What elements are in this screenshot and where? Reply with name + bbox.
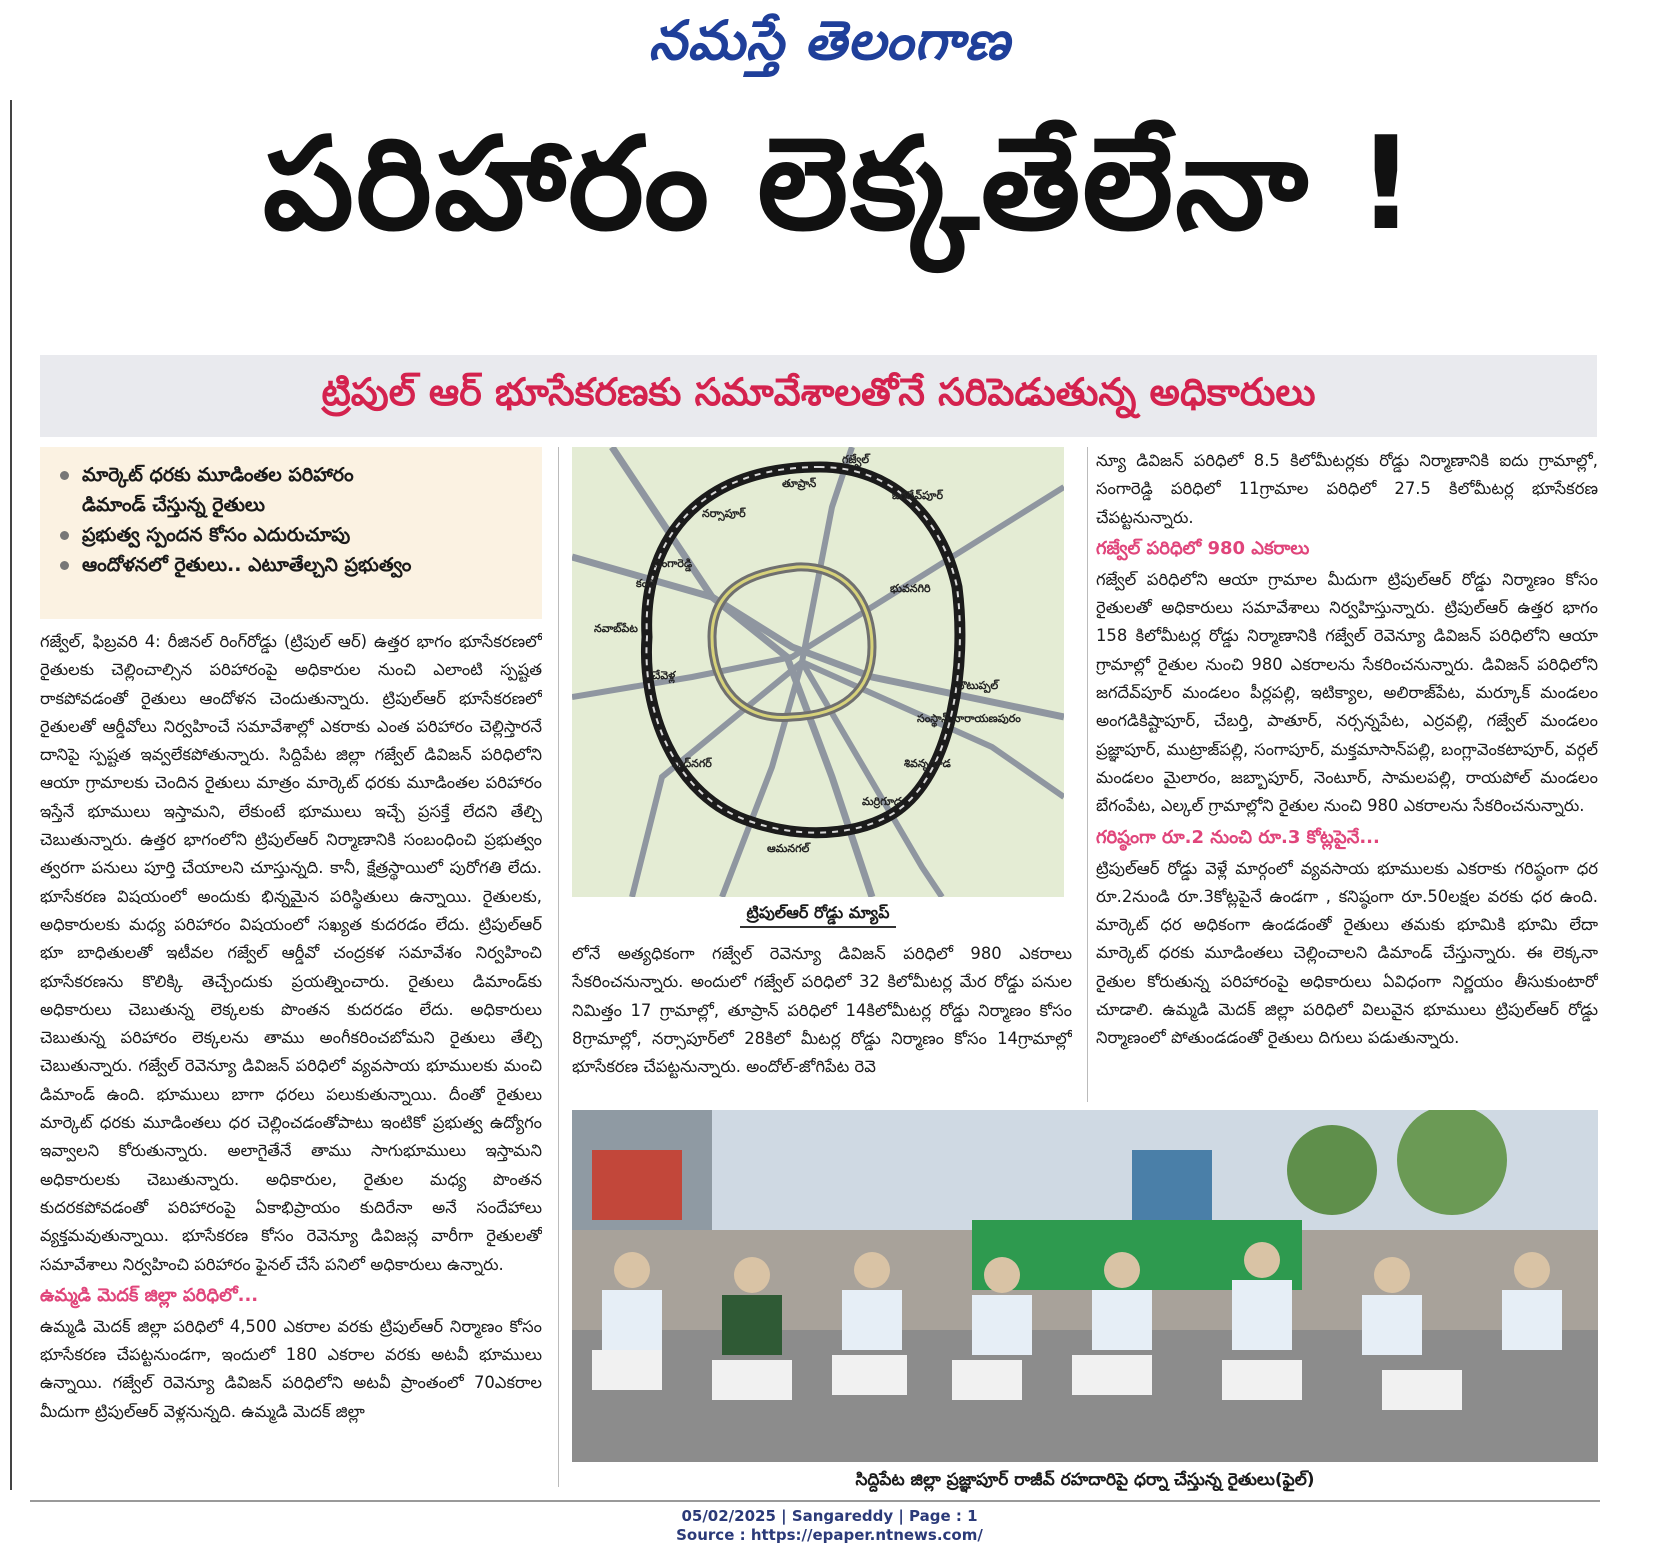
footer-date-edition: 05/02/2025 | Sangareddy | Page : 1 [681,1507,978,1525]
article-column-3 [1096,447,1598,1102]
headline: పరిహారం లెక్కతేలేనా ! [262,110,1418,259]
subheadline: ట్రిపుల్ ఆర్ భూసేకరణకు సమావేశాలతోనే సరిపెడుతున్న అధికారులు [321,370,1316,414]
map-label: చౌటుప్పల్ [956,679,999,692]
highlight-item: మార్కెట్ ధరకు మూడింతల పరిహారం [56,461,526,489]
map-label: తూప్రాన్ [782,477,817,490]
map-label: గజ్వేల్ [842,453,870,466]
article-paragraph: ట్రిపుల్‌ఆర్ రోడ్డు వెళ్లే మార్గంలో వ్యవసాయ భూములకు ఎకరాకు గరిష్ఠంగా ధర రూ.2నుండి రూ.3కోట్లపైనే ఉండగా , కనిష్ఠంగా రూ.50లక్షల వరకు ధర ఉంది. మార్కెట్ ధర అధికంగా ఉండడంతో రైతులు తమకు భూమికి భూమి లేదా మార్కెట్ ధరకు మూడింతలు చెల్లించాలని డిమాండ్ చేస్తున్నారు. ఈ లెక్కనా రైతుల కోరుతున్న పరిహారంపై అధికారులు ఏవిధంగా నిర్ణయం తీసుకుంటారో చూడాలి. ఉమ్మడి మెదక్ జిల్లా పరిధిలో విలువైన భూములు ట్రిపుల్‌ఆర్ రోడ్డు నిర్మాణంలో పోతుండడంతో రైతులు దిగులు పడుతున్నారు. [1096,858,1598,1048]
article-column-1 [40,628,542,1478]
column-divider [558,447,559,1487]
map-label: చేవెళ్ల [652,669,676,682]
map-label: భువనగిరి [890,582,931,595]
footer-source: Source : https://epaper.ntnews.com/ [676,1526,983,1544]
protest-photo-illustration [572,1110,1598,1462]
section-subhead: గరిష్ఠంగా రూ.2 నుంచి రూ.3 కోట్లపైనే... [1096,826,1380,848]
highlight-item-continuation: డిమాండ్ చేస్తున్న రైతులు [82,494,265,516]
article-paragraph: లోనే అత్యధికంగా గజ్వేల్ రెవెన్యూ డివిజన్ పరిధిలో 980 ఎకరాలు సేకరించనున్నారు. అందులో గజ్వేల్ పరిధిలో 32 కిలోమీటర్ల మేర రోడ్డు పనుల నిమిత్తం 17 గ్రామాల్లో, తూప్రాన్ పరిధిలో 14కిలోమీటర్ల రోడ్డు నిర్మాణం కోసం 8గ్రామాల్లో, నర్సాపూర్‌లో 28కిలో మీటర్ల రోడ్డు నిర్మాణం కోసం 14గ్రామాల్లో భూసేకరణ చేపట్టనున్నారు. అందోల్-జోగిపేట రెవె [572,944,1072,1077]
section-subhead: ఉమ్మడి మెదక్ జిల్లా పరిధిలో... [40,1284,259,1306]
bullet-icon [60,531,69,540]
map-graphic [572,447,1064,897]
map-label: నర్సాపూర్ [702,507,746,520]
map-label: సంగారెడ్డి [654,557,693,570]
protest-photo [572,1110,1598,1462]
rrr-road-map [572,447,1064,897]
photo-caption: సిద్దిపేట జిల్లా ప్రజ్ఞాపూర్ రాజీవ్ రహదారిపై ధర్నా చేస్తున్న రైతులు(ఫైల్) [855,1470,1315,1490]
map-label: కంది [636,577,656,590]
map-label: శివన్నగూడ [904,757,951,770]
bullet-icon [60,471,69,480]
masthead-logo: నమస్తే తెలంగాణ [648,8,1011,72]
highlight-item: ప్రభుత్వ స్పందన కోసం ఎదురుచూపు [56,521,526,549]
column-divider [1087,447,1088,1102]
highlight-item: ఆందోళనలో రైతులు.. ఎటూతేల్చని ప్రభుత్వం [56,551,526,579]
section-subhead: గజ్వేల్ పరిధిలో 980 ఎకరాలు [1096,537,1310,559]
left-margin-rule [10,100,12,1490]
article-paragraph: గజ్వేల్, ఫిబ్రవరి 4: రీజినల్ రింగ్‌రోడ్డు (ట్రిపుల్ ఆర్) ఉత్తర భాగం భూసేకరణలో రైతులకు చెల్లించాల్సిన పరిహారంపై అధికారుల నుంచి ఎలాంటి స్పష్టత రాకపోవడంతో రైతులు ఆందోళన చెందుతున్నారు. ట్రిపుల్‌ఆర్ భూసేకరణలో రైతులతో ఆర్డీవోలు నిర్వహించే సమావేశాల్లో ఎకరాకు ఎంత పరిహారం చెల్లిస్తారనే దానిపై స్పష్టత ఇవ్వలేకపోతున్నారు. సిద్దిపేట జిల్లా గజ్వేల్ డివిజన్ పరిధిలోని ఆయా గ్రామాలకు చెందిన రైతులు మాత్రం మార్కెట్ ధరకు మూడింతల పరిహారం ఇస్తేనే భూములు ఇస్తామని, లేకుంటే భూములు ఇచ్చే ప్రసక్తే లేదని తేల్చి చెబుతున్నారు. ఉత్తర భాగంలోని ట్రిపుల్‌ఆర్ నిర్మాణానికి సంబంధించి ప్రభుత్వం త్వరగా పనులు పూర్తి చేయాలని చూస్తున్నది. కానీ, క్షేత్రస్థాయిలో పురోగతి లేదు. భూసేకరణ విషయంలో అందుకు భిన్నమైన పరిస్థితులు ఉన్నాయి. రైతులకు, అధికారులకు మధ్య పరిహారం విషయంలో సఖ్యత కుదరడం లేదు. ట్రిపుల్‌ఆర్ భూ బాధితులతో ఇటీవల గజ్వేల్ ఆర్డీవో చంద్రకళ సమావేశం నిర్వహించి భూసేకరణను కొలిక్కి తెచ్చేందుకు ప్రయత్నించారు. రైతులు డిమాండ్‌కు అధికారులు చెబుతున్న లెక్కలకు పొంతన కుదరడం లేదు. అధికారులు చెబుతున్న పరిహారం లెక్కలను తాము అంగీకరించబోమని రైతులు తేల్చి చెబుతున్నారు. గజ్వేల్ రెవెన్యూ డివిజన్ పరిధిలో వ్యవసాయ భూములకు మంచి డిమాండ్ ఉంది. భూములు బాగా ధరలు పలుకుతున్నాయి. దీంతో రైతులు మార్కెట్ ధరకు మూడింతలు ధర చెల్లించడంతోపాటు ఇంటికో ప్రభుత్వ ఉద్యోగం ఇవ్వాలని కోరుతున్నారు. అలాగైతేనే తాము సాగుభూములు ఇస్తామని అధికారులకు చెబుతున్నారు. అధికారుల, రైతుల మధ్య పొంతన కుదరకపోవడంతో పరిహారంపై ఏకాభిప్రాయం కుదిరేనా అనే సందేహాలు వ్యక్తమవుతున్నాయి. భూసేకరణ కోసం రెవెన్యూ డివిజన్ల వారీగా రైతులతో సమావేశాలు నిర్వహించి పరిహారం ఫైనల్ చేసే పనిలో అధికారులు ఉన్నారు. [40,632,542,1274]
highlights-box [40,447,542,619]
map-label: నవాబ్‌పేట [594,622,638,635]
bullet-icon [60,561,69,570]
map-label: సంస్థాన్ నారాయణపురం [917,712,1021,725]
map-label: ఆమనగల్ [767,842,810,855]
map-caption: ట్రిపుల్‌ఆర్ రోడ్డు మ్యాప్ [572,903,1064,926]
article-paragraph: న్యూ డివిజన్ పరిధిలో 8.5 కిలోమీటర్లకు రోడ్డు నిర్మాణానికి ఐదు గ్రామాల్లో, సంగారెడ్డి పరిధిలో 11గ్రామాల పరిధిలో 27.5 కిలోమీటర్ల భూసేకరణ చేపట్టనున్నారు. [1096,451,1598,527]
article-paragraph: గజ్వేల్ పరిధిలోని ఆయా గ్రామాల మీదుగా ట్రిపుల్‌ఆర్ రోడ్డు నిర్మాణం కోసం రైతులతో అధికారులు సమావేశాలు నిర్వహిస్తున్నారు. ట్రిపుల్‌ఆర్ ఉత్తర భాగం 158 కిలోమీటర్ల రోడ్డు నిర్మాణానికి గజ్వేల్ రెవెన్యూ డివిజన్ పరిధిలోని ఆయా గ్రామాల్లో రైతుల నుంచి 980 ఎకరాలను సేకరించనున్నారు. డివిజన్ పరిధిలోని జగదేవ్‌పూర్ మండలం పీర్లపల్లి, ఇటిక్యాల, అలిరాజ్‌పేట, మర్కూక్ మండలం అంగడికిష్టాపూర్, చేబర్తి, పాతూర్, నర్సన్నపేట, ఎర్రవల్లి, గజ్వేల్ మండలం ప్రజ్ఞాపూర్, ముట్రాజ్‌పల్లి, సంగాపూర్, మక్తమాసాన్‌పల్లి, బంగ్లావెంకటాపూర్, వర్గల్ మండలం మైలారం, జబ్బాపూర్, నెంటూర్, సామలపల్లి, రాయపోల్ మండలం బేగంపేట, ఎల్కల్ గ్రామాల్లోని రైతుల నుంచి 980 ఎకరాలను సేకరించనున్నారు. [1096,569,1598,816]
map-label: మర్రిగూడ [862,795,903,808]
article-column-2 [572,940,1072,1100]
article-paragraph: ఉమ్మడి మెదక్ జిల్లా పరిధిలో 4,500 ఎకరాల వరకు ట్రిపుల్‌ఆర్ నిర్మాణం కోసం భూసేకరణ చేపట్టనుండగా, ఇందులో 180 ఎకరాల వరకు అటవీ భూములు ఉన్నాయి. గజ్వేల్ రెవెన్యూ డివిజన్ పరిధిలోని అటవీ ప్రాంతంలో 70ఎకరాల మీదుగా ట్రిపుల్‌ఆర్ వెళ్లనున్నది. ఉమ్మడి మెదక్ జిల్లా [40,1316,542,1421]
map-label: షాద్‌నగర్ [672,757,712,770]
footer-rule [30,1500,1600,1502]
map-label: జగదేవ్‌పూర్ [892,489,943,502]
